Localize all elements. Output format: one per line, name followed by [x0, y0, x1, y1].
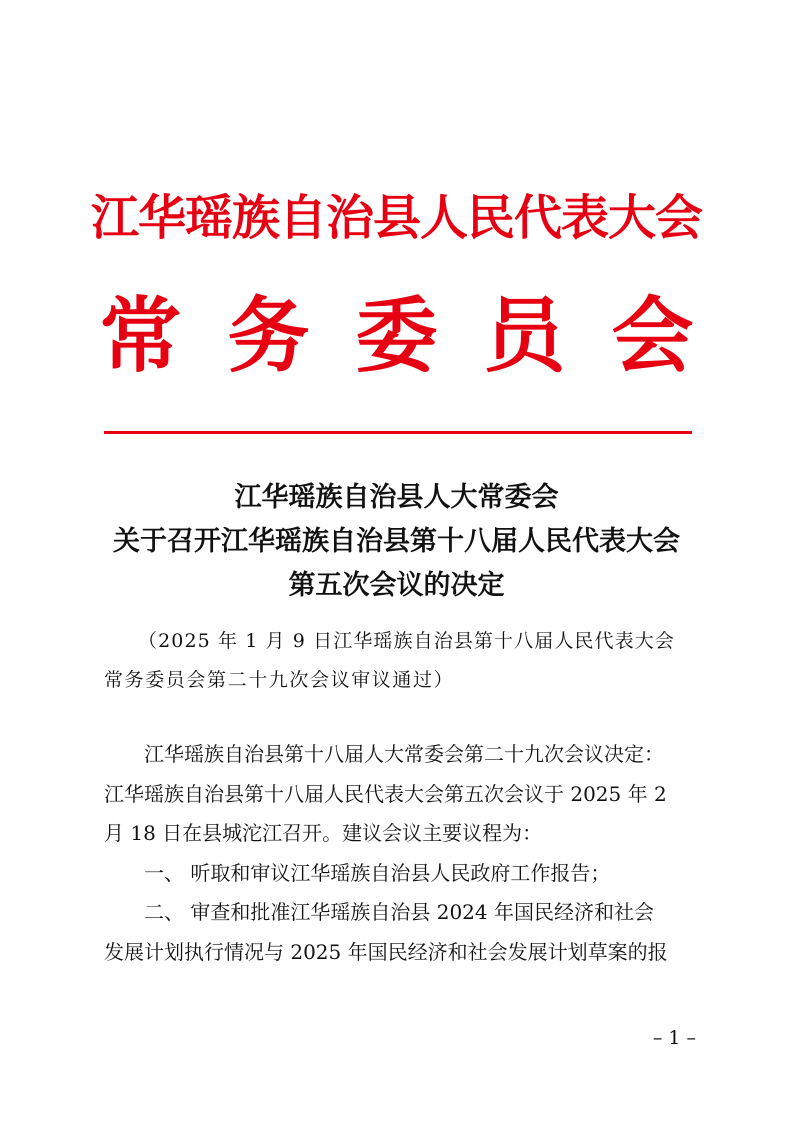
body-paragraph-line: 江华瑶族自治县第十八届人大常委会第二十九次会议决定：: [144, 742, 664, 766]
approval-note-line-1: （2025 年 1 月 9 日江华瑶族自治县第十八届人民代表大会: [138, 630, 675, 652]
body-paragraph-line: 月 18 日在县城沱江召开。建议会议主要议程为：: [104, 821, 543, 845]
document-body: [104, 735, 700, 972]
document-title: [0, 476, 793, 608]
body-paragraph-line: 江华瑶族自治县第十八届人民代表大会第五次会议于 2025 年 2: [104, 781, 667, 806]
title-line-1: 江华瑶族自治县人大常委会: [234, 482, 559, 513]
agenda-item-2: 二、 审查和批准江华瑶族自治县 2024 年国民经济和社会: [144, 900, 654, 924]
approval-note-line-2: 常务委员会第二十九次会议审议通过）: [104, 669, 455, 691]
title-line-3: 第五次会议的决定: [288, 570, 505, 601]
agenda-item-2-continuation: 发展计划执行情况与 2025 年国民经济和社会发展计划草案的报: [104, 939, 668, 964]
issuing-committee-name: 常务委员会: [99, 288, 740, 384]
agenda-item-1: 一、 听取和审议江华瑶族自治县人民政府工作报告；: [144, 860, 611, 885]
page-number: – 1 –: [652, 1027, 696, 1049]
approval-note: [104, 622, 700, 700]
title-line-2: 关于召开江华瑶族自治县第十八届人民代表大会: [113, 526, 680, 557]
issuing-organ-name: 江华瑶族自治县人民代表大会: [90, 190, 702, 246]
red-separator-line: [104, 431, 692, 434]
